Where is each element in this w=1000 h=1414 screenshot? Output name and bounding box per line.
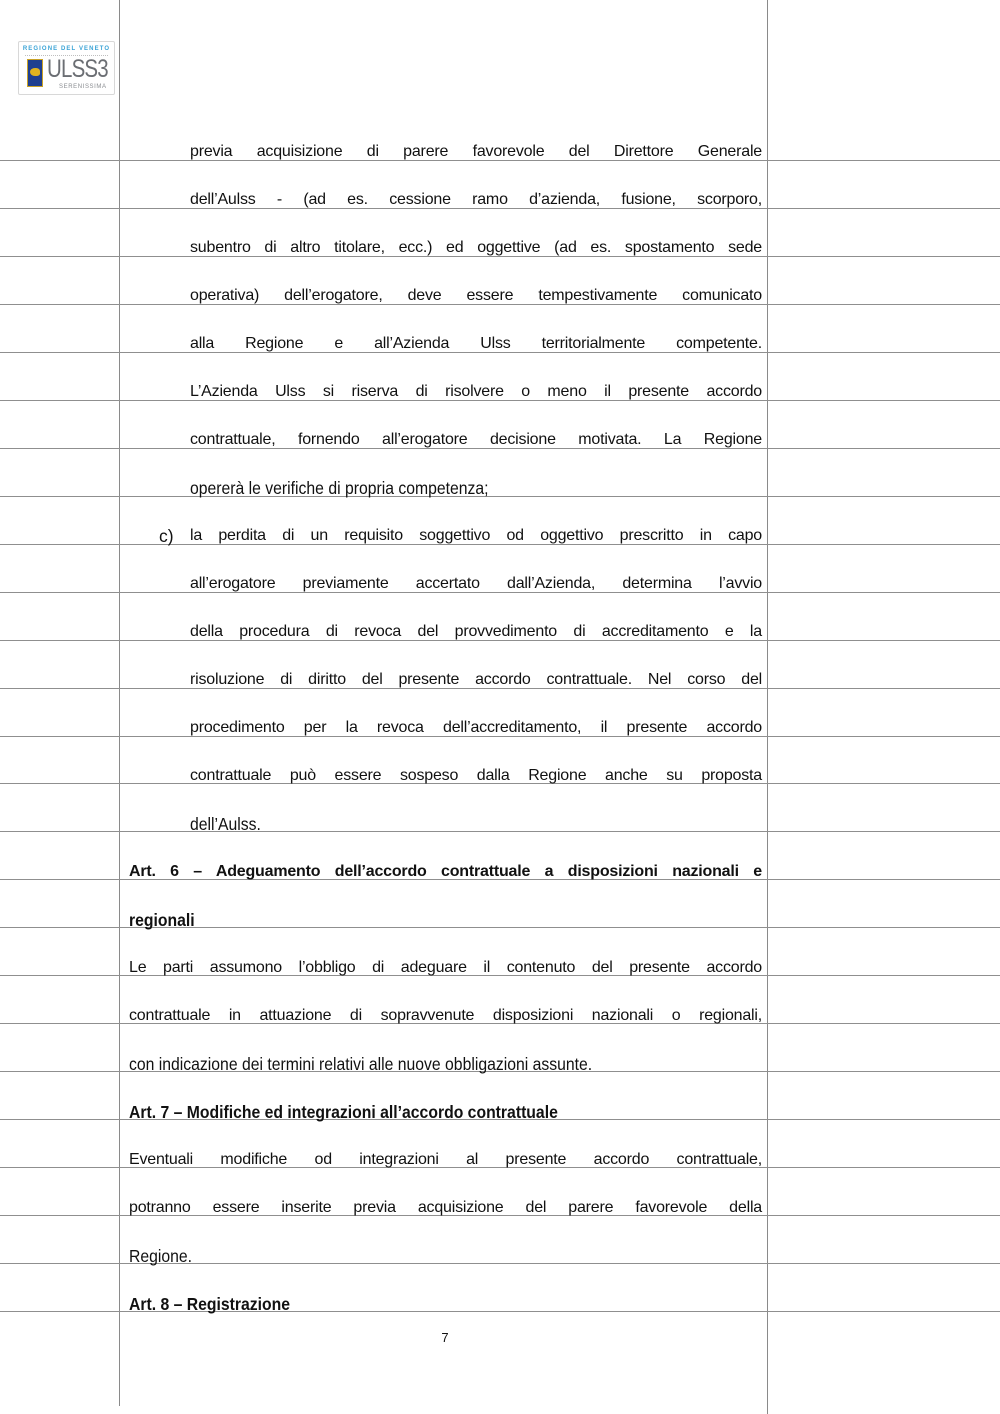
article-6-heading-cont: regionali — [129, 910, 195, 930]
text-line: risoluzione di diritto del presente accordo contrattuale. Nel corso del — [190, 671, 762, 688]
text-line: potranno essere inserite previa acquisizione del parere favorevole della — [129, 1199, 762, 1216]
text-line: alla Regione e all’Azienda Ulss territorialmente competente. — [190, 335, 762, 352]
left-margin-rule — [119, 0, 120, 1406]
text-line: dell’Aulss - (ad es. cessione ramo d’azienda, fusione, scorporo, — [190, 191, 762, 208]
article-8-heading: Art. 8 – Registrazione — [129, 1294, 291, 1314]
right-margin-rule — [767, 0, 768, 1414]
text-line: della procedura di revoca del provvedimento di accreditamento e la — [190, 623, 762, 640]
text-line: previa acquisizione di parere favorevole del Direttore Generale — [190, 143, 762, 160]
article-7-heading: Art. 7 – Modifiche ed integrazioni all’accordo contrattuale — [129, 1102, 558, 1122]
text-line: contrattuale può essere sospeso dalla Regione anche su proposta — [190, 767, 762, 784]
text-line: la perdita di un requisito soggettivo od oggettivo prescritto in capo — [190, 527, 762, 544]
text-line: con indicazione dei termini relativi alle nuove obbligazioni assunte. — [129, 1054, 593, 1074]
logo-subtitle: SERENISSIMA — [59, 84, 107, 90]
text-line: operativa) dell’erogatore, deve essere tempestivamente comunicato — [190, 287, 762, 304]
ulss3-logo — [18, 41, 115, 95]
text-line: all’erogatore previamente accertato dall’Azienda, determina l’avvio — [190, 575, 762, 592]
text-line: dell’Aulss. — [190, 814, 261, 834]
list-marker-c: c) — [159, 526, 174, 546]
text-line: procedimento per la revoca dell’accreditamento, il presente accordo — [190, 719, 762, 736]
text-line: contrattuale, fornendo all’erogatore decisione motivata. La Regione — [190, 431, 762, 448]
logo-region-text: REGIONE DEL VENETO — [22, 46, 111, 52]
text-line: Regione. — [129, 1246, 193, 1266]
page-number: 7 — [441, 1330, 449, 1345]
lion-of-st-mark-icon — [27, 59, 43, 87]
text-line: subentro di altro titolare, ecc.) ed oggettive (ad es. spostamento sede — [190, 239, 762, 256]
text-line: L’Azienda Ulss si riserva di risolvere o meno il presente accordo — [190, 383, 762, 400]
logo-ulss-text: ULSS3 — [47, 55, 108, 83]
ruled-line — [0, 496, 1000, 497]
ruled-line — [0, 831, 1000, 832]
text-line: Eventuali modifiche od integrazioni al presente accordo contrattuale, — [129, 1151, 762, 1168]
text-line: Le parti assumono l’obbligo di adeguare il contenuto del presente accordo — [129, 959, 762, 976]
text-line: contrattuale in attuazione di sopravvenute disposizioni nazionali o regionali, — [129, 1007, 762, 1024]
article-6-heading: Art. 6 – Adeguamento dell’accordo contrattuale a disposizioni nazionali e — [129, 863, 762, 880]
text-line: opererà le verifiche di propria competenza; — [190, 478, 489, 498]
